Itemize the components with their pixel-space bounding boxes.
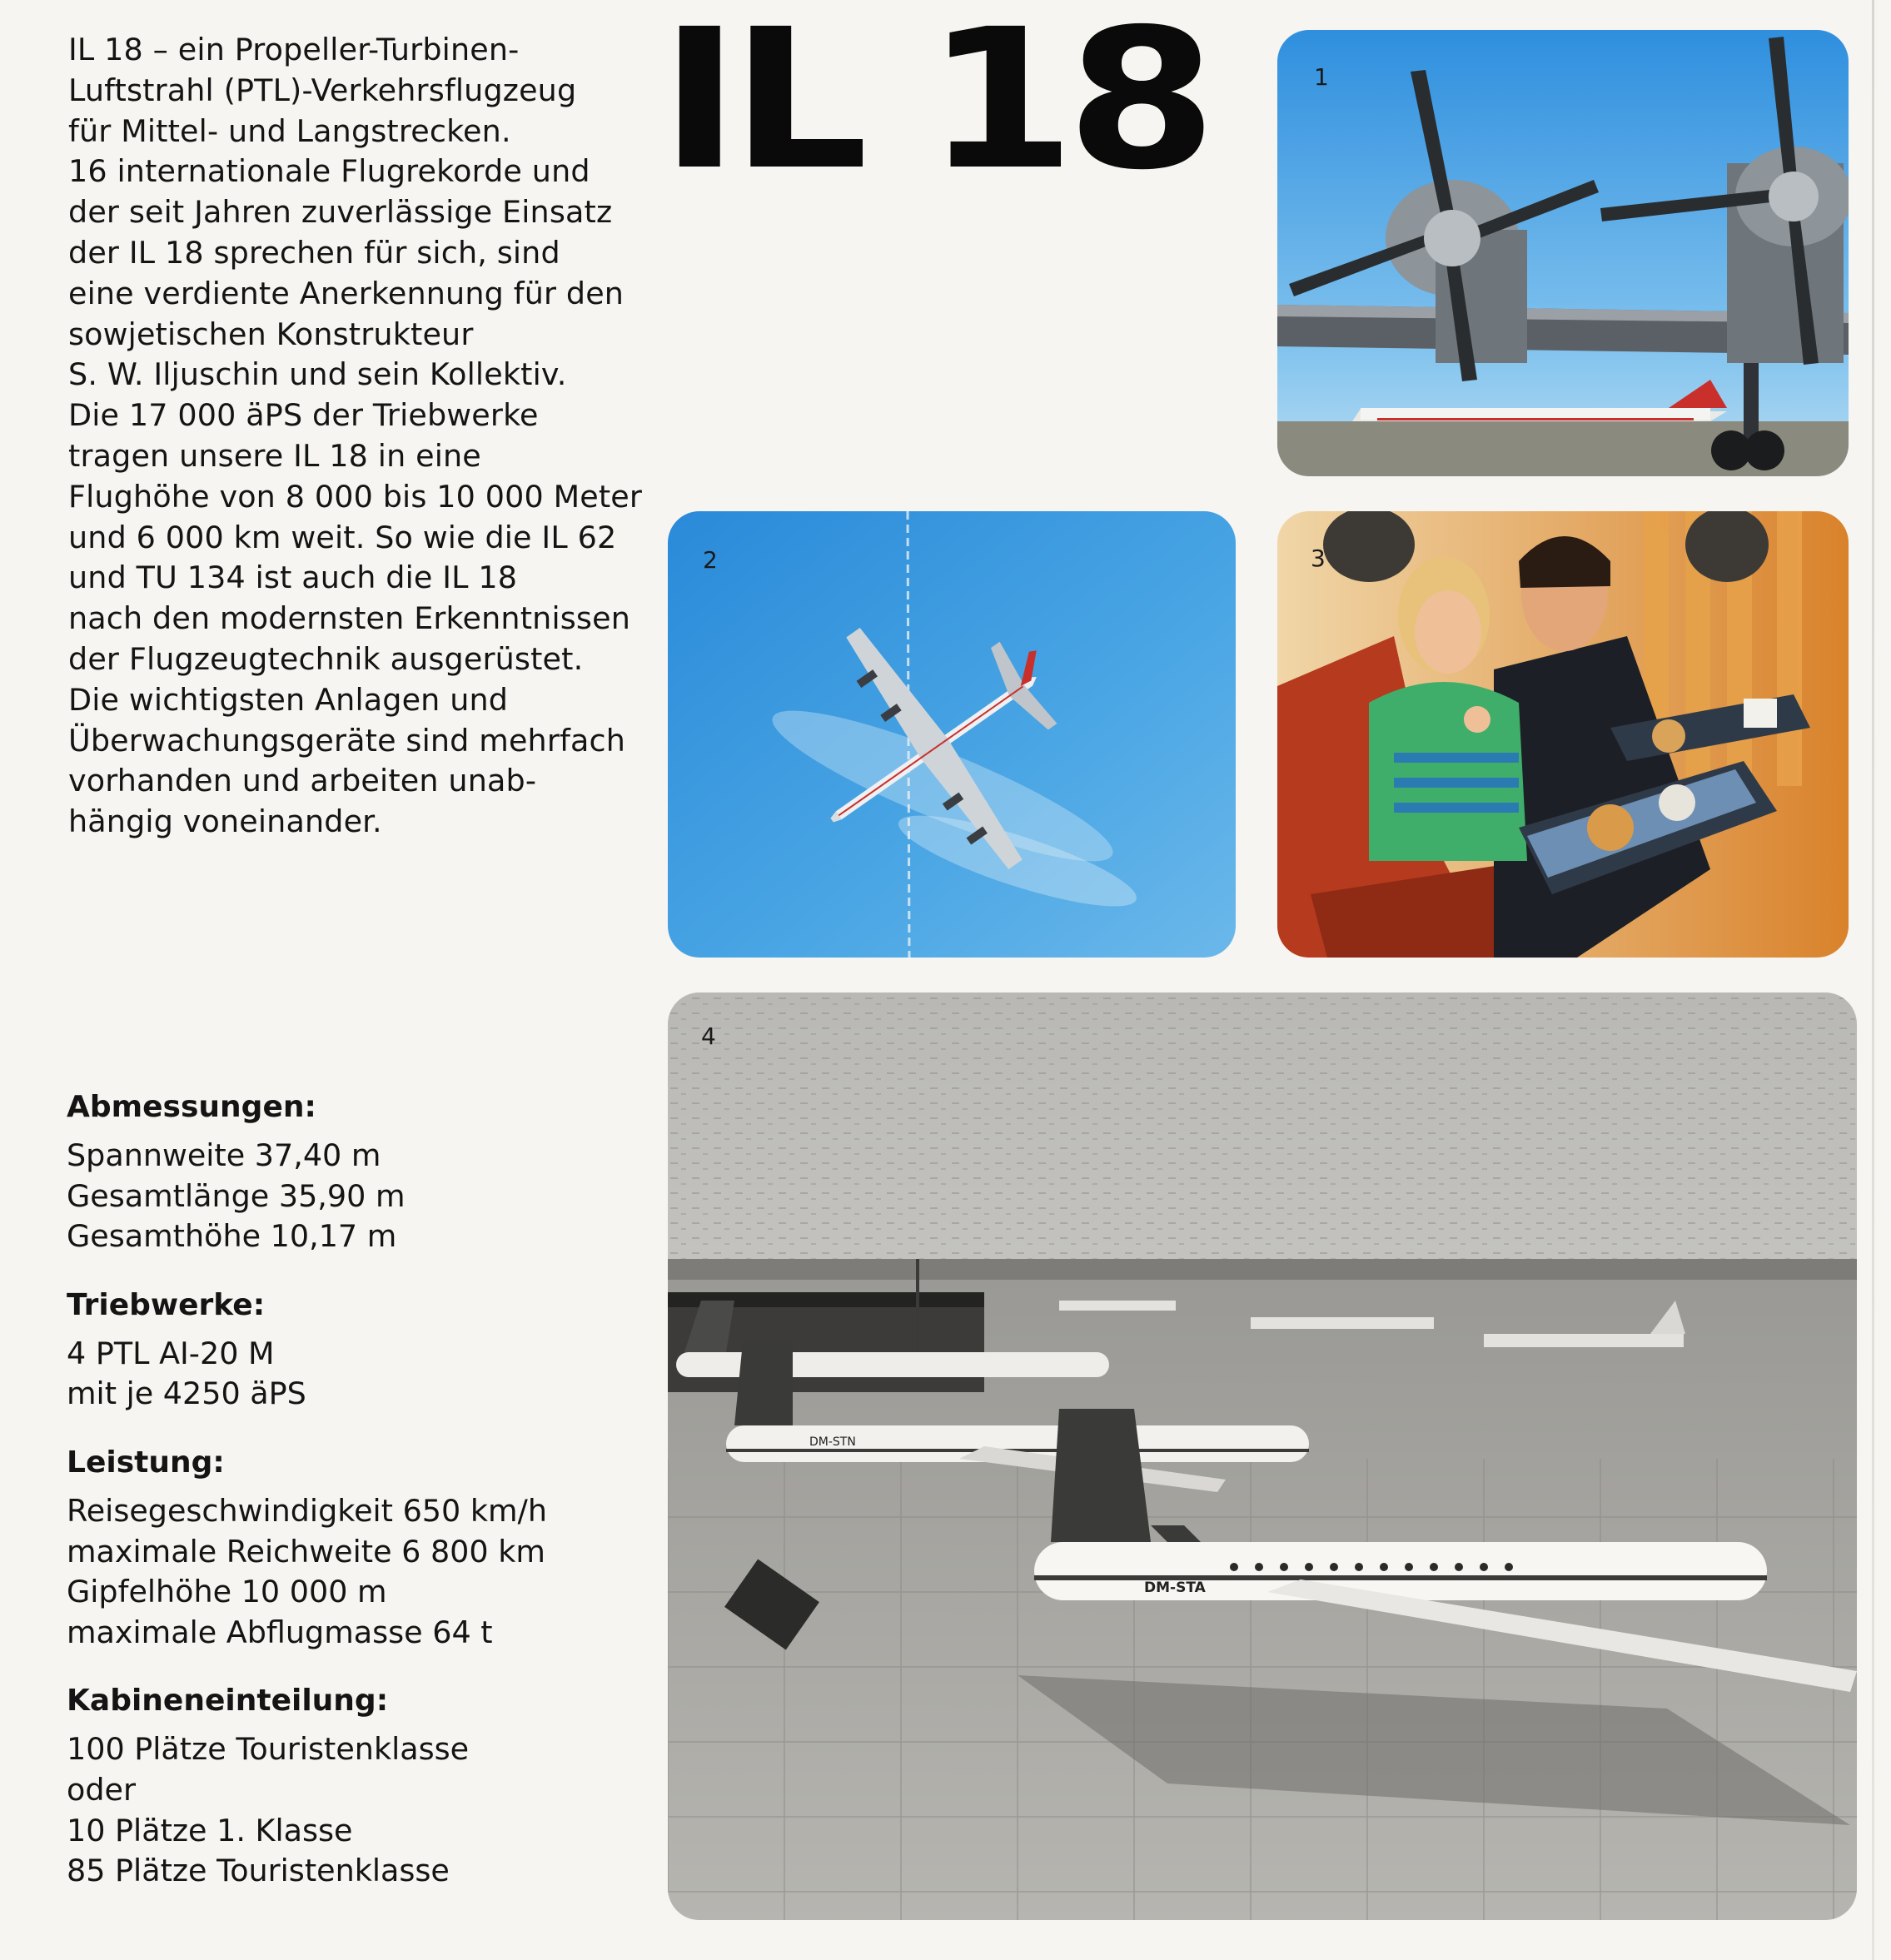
photo-aircraft-in-flight (668, 511, 1236, 958)
page-fold-line (1872, 0, 1874, 1960)
photo-airport-apron (668, 992, 1857, 1920)
intro-paragraph: IL 18 – ein Propeller-Turbinen- Luftstrahl (PTL)-Verkehrsflugzeug für Mittel- und Langstrecken. 16 internationale Flugrekorde und der seit Jahren zuverlässige Einsatz der IL 18 sprechen für sich, sind eine verdiente Anerkennung für den sowjetischen Konstrukteur S. W. Iljuschin und sein Kollektiv. Die 17 000 äPS der Triebwerke tragen unsere IL 18 in eine Flughöhe von 8 000 bis 10 000 Meter und 6 000 km weit. So wie die IL 62 und TU 134 ist auch die IL 18 nach den modernsten Erkenntnissen der Flugzeugtechnik ausgerüstet. Die wichtigsten Anlagen und Überwachungsgeräte sind mehrfach vorhanden und arbeiten unab- hängig voneinander. (68, 32, 643, 840)
page-title: IL 18 (659, 0, 1208, 212)
photo-number-2: 2 (703, 546, 718, 574)
registration-dm-stn: DM-STN (809, 1435, 856, 1449)
photo-number-1: 1 (1314, 63, 1329, 91)
photo-cabin-passengers-image (1277, 511, 1849, 958)
photo-cabin-passengers (1277, 511, 1849, 958)
spec-kabine-title: Kabineneinteilung: (67, 1684, 389, 1719)
spec-triebwerke-lines: 4 PTL AI-20 M mit je 4250 äPS (67, 1335, 306, 1412)
registration-dm-sta: DM-STA (1144, 1579, 1206, 1596)
photo-number-4: 4 (701, 1022, 716, 1050)
spec-leistung (67, 1443, 666, 1653)
photo-aircraft-in-flight-image (668, 511, 1236, 958)
spec-leistung-title: Leistung: (67, 1445, 225, 1480)
spec-kabine (67, 1681, 666, 1891)
photo-propeller-engines (1277, 30, 1849, 476)
spec-triebwerke (67, 1286, 666, 1415)
spec-leistung-lines: Reisegeschwindigkeit 650 km/h maximale Reichweite 6 800 km Gipfelhöhe 10 000 m maximale Abflugmasse 64 t (67, 1492, 547, 1650)
spec-kabine-lines: 100 Plätze Touristenklasse oder 10 Plätze 1. Klasse 85 Plätze Touristenklasse (67, 1731, 470, 1889)
spec-triebwerke-title: Triebwerke: (67, 1287, 266, 1322)
photo-number-3: 3 (1311, 545, 1326, 572)
photo-airport-apron-image (668, 992, 1857, 1920)
specifications (67, 1087, 666, 1892)
spec-abmessungen (67, 1087, 666, 1257)
spec-abmessungen-title: Abmessungen: (67, 1090, 316, 1124)
photo-propeller-engines-image (1277, 30, 1849, 476)
spec-abmessungen-lines: Spannweite 37,40 m Gesamtlänge 35,90 m Gesamthöhe 10,17 m (67, 1137, 406, 1255)
